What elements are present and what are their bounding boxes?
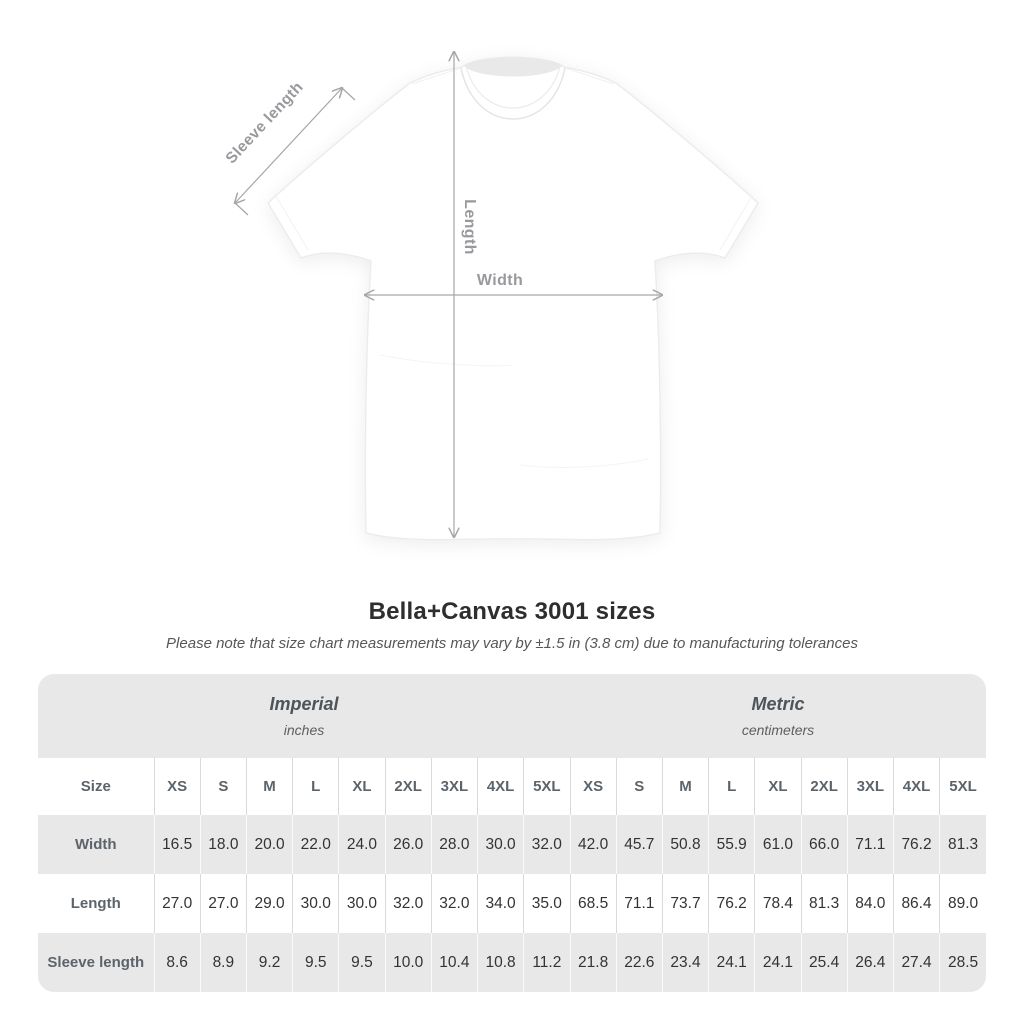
cell: 22.6: [616, 933, 662, 992]
cell: 21.8: [570, 933, 616, 992]
cell: 89.0: [940, 874, 986, 933]
cell: 32.0: [431, 874, 477, 933]
size-col-header: 3XL: [847, 758, 893, 815]
cell: 32.0: [385, 874, 431, 933]
cell: 22.0: [293, 815, 339, 874]
size-col-header: M: [246, 758, 292, 815]
size-col-header: L: [709, 758, 755, 815]
cell: 45.7: [616, 815, 662, 874]
cell: 27.0: [154, 874, 200, 933]
cell: 71.1: [847, 815, 893, 874]
cell: 71.1: [616, 874, 662, 933]
sleeve-length-row: [38, 933, 986, 992]
cell: 78.4: [755, 874, 801, 933]
measurement-row-label: Width: [38, 815, 154, 874]
size-col-header: XS: [570, 758, 616, 815]
cell: 27.0: [200, 874, 246, 933]
metric-group-name: Metric: [751, 694, 805, 714]
cell: 30.0: [339, 874, 385, 933]
cell: 84.0: [847, 874, 893, 933]
imperial-group-name: Imperial: [269, 694, 339, 714]
cell: 10.8: [477, 933, 523, 992]
cell: 68.5: [570, 874, 616, 933]
cell: 81.3: [801, 874, 847, 933]
cell: 73.7: [662, 874, 708, 933]
size-col-header: 2XL: [801, 758, 847, 815]
size-col-header: L: [293, 758, 339, 815]
cell: 86.4: [893, 874, 939, 933]
width-dimension-label: Width: [476, 272, 524, 289]
size-header-row: [38, 758, 986, 815]
cell: 76.2: [709, 874, 755, 933]
size-col-header: 5XL: [940, 758, 986, 815]
cell: 10.0: [385, 933, 431, 992]
cell: 34.0: [477, 874, 523, 933]
size-col-header: M: [662, 758, 708, 815]
size-chart-container: [38, 674, 986, 992]
cell: 10.4: [431, 933, 477, 992]
cell: 8.9: [200, 933, 246, 992]
cell: 29.0: [246, 874, 292, 933]
cell: 18.0: [200, 815, 246, 874]
length-dimension-label: Length: [461, 199, 478, 255]
cell: 20.0: [246, 815, 292, 874]
size-col-header: 3XL: [431, 758, 477, 815]
cell: 26.0: [385, 815, 431, 874]
tshirt-diagram-svg: [170, 35, 860, 585]
size-col-header: XL: [339, 758, 385, 815]
cell: 30.0: [477, 815, 523, 874]
cell: 27.4: [893, 933, 939, 992]
cell: 30.0: [293, 874, 339, 933]
measurement-row-label: Sleeve length: [38, 933, 154, 992]
cell: 9.5: [339, 933, 385, 992]
imperial-group-unit: inches: [283, 722, 325, 738]
cell: 76.2: [893, 815, 939, 874]
cell: 25.4: [801, 933, 847, 992]
imperial-group-header: [38, 674, 570, 758]
size-row-label: Size: [80, 778, 111, 795]
cell: 24.0: [339, 815, 385, 874]
metric-group-header: [570, 674, 986, 758]
page-title: Bella+Canvas 3001 sizes: [368, 598, 656, 625]
measurement-row-label: Length: [70, 895, 121, 912]
size-col-header: XL: [755, 758, 801, 815]
width-row: [38, 815, 986, 874]
cell: 8.6: [154, 933, 200, 992]
tolerance-note: Please note that size chart measurements may vary by ±1.5 in (3.8 cm) due to manufacturing tolerances: [166, 635, 858, 652]
size-col-header: 4XL: [893, 758, 939, 815]
unit-group-header-row: [38, 674, 986, 758]
cell: 61.0: [755, 815, 801, 874]
cell: 42.0: [570, 815, 616, 874]
cell: 32.0: [524, 815, 570, 874]
length-row: [38, 874, 986, 933]
cell: 28.5: [940, 933, 986, 992]
cell: 23.4: [662, 933, 708, 992]
size-col-header: XS: [154, 758, 200, 815]
sleeve-dimension-label: Sleeve length: [222, 78, 307, 168]
cell: 26.4: [847, 933, 893, 992]
cell: 9.2: [246, 933, 292, 992]
cell: 66.0: [801, 815, 847, 874]
size-chart-table: [38, 674, 986, 992]
cell: 24.1: [755, 933, 801, 992]
cell: 9.5: [293, 933, 339, 992]
size-col-header: 2XL: [385, 758, 431, 815]
cell: 55.9: [709, 815, 755, 874]
size-col-header: S: [616, 758, 662, 815]
cell: 11.2: [524, 933, 570, 992]
size-col-header: S: [200, 758, 246, 815]
cell: 16.5: [154, 815, 200, 874]
cell: 81.3: [940, 815, 986, 874]
cell: 35.0: [524, 874, 570, 933]
cell: 28.0: [431, 815, 477, 874]
size-col-header: 5XL: [524, 758, 570, 815]
cell: 24.1: [709, 933, 755, 992]
cell: 50.8: [662, 815, 708, 874]
size-col-header: 4XL: [477, 758, 523, 815]
tshirt-illustration: [268, 57, 758, 540]
metric-group-unit: centimeters: [741, 722, 815, 738]
